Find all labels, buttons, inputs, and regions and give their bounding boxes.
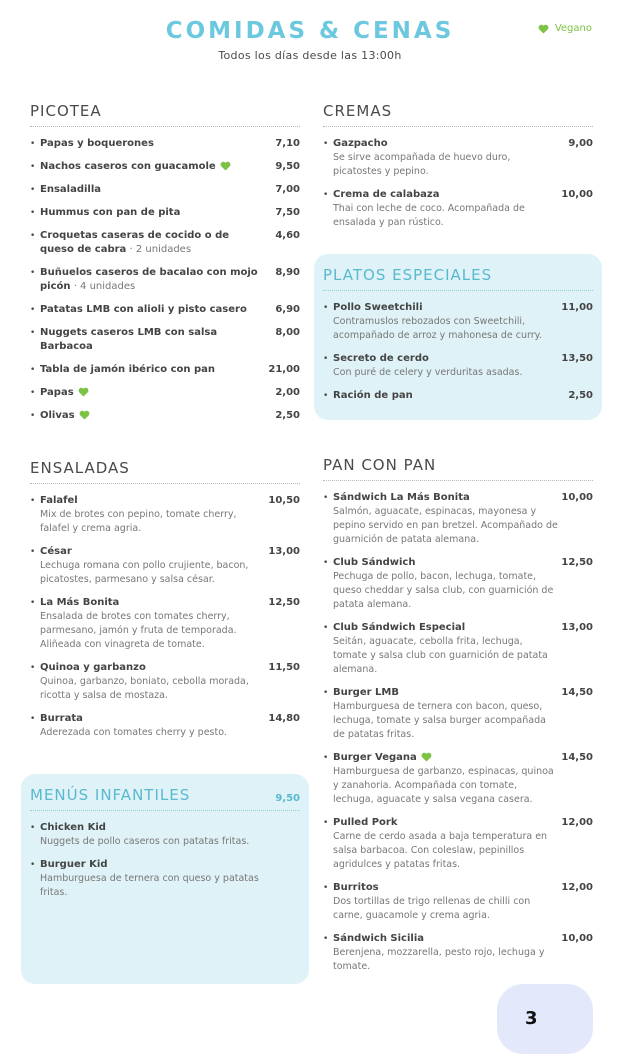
heart-icon [78, 387, 89, 397]
bullet-icon: • [30, 185, 36, 195]
menu-item-name: Pollo Sweetchili [333, 302, 423, 313]
menu-item [323, 301, 593, 343]
section-title: PAN CON PAN [323, 456, 593, 481]
menu-item-name: Hummus con pan de pita [40, 207, 181, 218]
section-title: ENSALADAS [30, 459, 300, 484]
menu-item-text [40, 712, 227, 740]
menu-item-text [40, 545, 265, 587]
menu-item-body [30, 858, 265, 900]
menu-item-name: Pulled Pork [333, 817, 398, 828]
menu-item-qty: · 2 unidades [126, 244, 192, 255]
menu-item [30, 206, 300, 220]
menu-item-text [40, 494, 265, 536]
menu-item-price: 11,00 [561, 302, 593, 313]
menu-item-name: Croquetas caseras de cocido o de queso de cabra [40, 230, 230, 255]
menu-item-text [40, 160, 231, 174]
menu-item-text [40, 409, 90, 423]
menu-item-name: César [40, 546, 72, 557]
bullet-icon: • [323, 190, 329, 200]
bullet-icon: • [30, 162, 36, 172]
menu-item-text [333, 491, 558, 547]
menu-item-body [323, 932, 558, 974]
menu-item-text [333, 621, 558, 677]
menu-item [30, 326, 300, 354]
bullet-icon: • [323, 493, 329, 503]
menu-item-price: 11,50 [268, 662, 300, 673]
menu-item [323, 491, 593, 547]
bullet-icon: • [30, 598, 36, 608]
menu-item-name: Burguer Kid [40, 859, 108, 870]
bullet-icon: • [323, 139, 329, 149]
item-list [30, 821, 300, 900]
menu-item-text [40, 596, 265, 652]
menu-item [30, 409, 300, 423]
menu-item-price: 12,50 [561, 557, 593, 568]
section-pan-con-pan [323, 456, 593, 974]
menu-item-price: 4,60 [275, 230, 300, 241]
menu-item-desc: Salmón, aguacate, espinacas, mayonesa y pepino servido en pan bretzel. Acompañado de guarnición de patata alemana. [333, 506, 558, 545]
menu-item-text [40, 137, 154, 151]
menu-item-name: Papas [40, 387, 74, 398]
menu-item-price: 13,00 [268, 546, 300, 557]
menu-item-name: La Más Bonita [40, 597, 120, 608]
section-title: CREMAS [323, 102, 593, 127]
menu-item-name: Ración de pan [333, 390, 413, 401]
bullet-icon: • [30, 547, 36, 557]
menu-item-desc: Thai con leche de coco. Acompañada de ensalada y pan rústico. [333, 203, 525, 228]
menu-item-body [323, 686, 558, 742]
bullet-icon: • [323, 623, 329, 633]
item-list [323, 491, 593, 974]
menu-item-name: Secreto de cerdo [333, 353, 429, 364]
bullet-icon: • [323, 354, 329, 364]
menu-item-qty: · 4 unidades [70, 281, 136, 292]
menu-item-desc: Nuggets de pollo caseros con patatas fritas. [40, 836, 250, 847]
bullet-icon: • [323, 883, 329, 893]
menu-item-body [30, 494, 265, 536]
menu-item-name: Olivas [40, 410, 75, 421]
menu-item-text [333, 556, 558, 612]
vegan-legend-label: Vegano [554, 23, 592, 34]
menu-item-body [30, 206, 265, 220]
menu-item-body [30, 409, 265, 423]
menu-item-price: 8,00 [275, 327, 300, 338]
item-list [30, 494, 300, 740]
menu-item [323, 556, 593, 612]
menu-item-name: Burrata [40, 713, 83, 724]
menu-item-text [333, 188, 558, 230]
menu-item-desc: Lechuga romana con pollo crujiente, bacon, picatostes, parmesano y salsa césar. [40, 560, 249, 585]
menu-item-text [333, 389, 413, 403]
item-list [323, 137, 593, 230]
menu-item-body [323, 188, 558, 230]
menu-item-price: 21,00 [268, 364, 300, 375]
menu-item-price: 2,50 [568, 390, 593, 401]
section-menus-infantiles [21, 774, 309, 984]
menu-item [323, 389, 593, 403]
menu-item-text [333, 686, 558, 742]
section-picotea [30, 102, 300, 423]
menu-item [30, 363, 300, 377]
menu-item-body [30, 160, 265, 174]
bullet-icon: • [323, 753, 329, 763]
menu-item-text [40, 206, 180, 220]
menu-item [323, 137, 593, 179]
menu-item-body [30, 229, 265, 257]
menu-item-body [30, 303, 265, 317]
menu-item-desc: Pechuga de pollo, bacon, lechuga, tomate, queso cheddar y salsa club, con guarnición de patata alemana. [333, 571, 554, 610]
menu-item-body [30, 386, 265, 400]
menu-item-text [40, 303, 247, 317]
menu-item-body [323, 491, 558, 547]
menu-item-name: Falafel [40, 495, 78, 506]
menu-item-desc: Mix de brotes con pepino, tomate cherry, falafel y crema agria. [40, 509, 237, 534]
menu-item [30, 160, 300, 174]
menu-item-desc: Hamburguesa de garbanzo, espinacas, quinoa y zanahoria. Acompañada con tomate, lechuga, aguacate y salsa vegana casera. [333, 766, 554, 805]
menu-item-body [323, 881, 558, 923]
menu-item-text [333, 137, 558, 179]
menu-item-name: Club Sándwich [333, 557, 416, 568]
menu-item-text [333, 881, 558, 923]
menu-item-text [40, 661, 265, 703]
menu-item-price: 10,00 [561, 933, 593, 944]
menu-item-desc: Hamburguesa de ternera con queso y patatas fritas. [40, 873, 259, 898]
menu-item-name: Burger LMB [333, 687, 399, 698]
menu-item-body [30, 137, 265, 151]
menu-item [323, 816, 593, 872]
menu-item-text [40, 266, 265, 294]
menu-item-name: Nachos caseros con guacamole [40, 161, 216, 172]
menu-item-text [40, 386, 89, 400]
menu-item-desc: Aderezada con tomates cherry y pesto. [40, 727, 227, 738]
menu-item-name: Quinoa y garbanzo [40, 662, 146, 673]
menu-item-price: 9,00 [568, 138, 593, 149]
section-title: PLATOS ESPECIALES [323, 266, 593, 291]
menu-item-name: Tabla de jamón ibérico con pan [40, 364, 216, 375]
menu-item-body [323, 621, 558, 677]
menu-item-body [323, 389, 558, 403]
menu-item-desc: Ensalada de brotes con tomates cherry, parmesano, jamón y fruta de temporada. Aliñeada con vinagreta de tomate. [40, 611, 237, 650]
item-list [323, 301, 593, 403]
menu-item [30, 494, 300, 536]
section-ensaladas [30, 459, 300, 740]
menu-item-text [40, 858, 265, 900]
menu-item-price: 12,50 [268, 597, 300, 608]
bullet-icon: • [30, 208, 36, 218]
menu-item-text [40, 326, 265, 354]
bullet-icon: • [30, 411, 36, 421]
menu-item-price: 7,10 [275, 138, 300, 149]
bullet-icon: • [30, 365, 36, 375]
bullet-icon: • [30, 860, 36, 870]
menu-item-body [30, 183, 265, 197]
menu-item-price: 7,00 [275, 184, 300, 195]
menu-item-name: Burger Vegana [333, 752, 417, 763]
menu-item-name: Buñuelos caseros de bacalao con mojo picón [40, 267, 258, 292]
bullet-icon: • [323, 558, 329, 568]
menu-item-desc: Dos tortillas de trigo rellenas de chilli con carne, guacamole y crema agria. [333, 896, 531, 921]
section-price: 9,50 [275, 793, 300, 804]
menu-item-text [333, 932, 558, 974]
bullet-icon: • [323, 688, 329, 698]
item-list [30, 137, 300, 423]
bullet-icon: • [30, 268, 36, 278]
menu-item [323, 352, 593, 380]
menu-item-price: 12,00 [561, 817, 593, 828]
menu-item-price: 8,90 [275, 267, 300, 278]
heart-icon [79, 410, 90, 420]
menu-item-price: 14,80 [268, 713, 300, 724]
bullet-icon: • [323, 391, 329, 401]
menu-item [30, 386, 300, 400]
menu-item-text [40, 183, 101, 197]
menu-item-name: Sándwich Sicilia [333, 933, 425, 944]
menu-item-name: Patatas LMB con alioli y pisto casero [40, 304, 247, 315]
menu-item-body [323, 816, 558, 872]
menu-item [30, 303, 300, 317]
menu-item-body [30, 266, 265, 294]
menu-item [30, 545, 300, 587]
menu-item [30, 266, 300, 294]
menu-item-name: Papas y boquerones [40, 138, 154, 149]
bullet-icon: • [30, 328, 36, 338]
menu-item [323, 621, 593, 677]
page-subtitle: Todos los días desde las 13:00h [218, 49, 402, 62]
menu-item-price: 12,00 [561, 882, 593, 893]
menu-item-price: 10,00 [561, 189, 593, 200]
menu-item [323, 932, 593, 974]
bullet-icon: • [30, 663, 36, 673]
menu-item-body [30, 363, 265, 377]
page-title: COMIDAS & CENAS [165, 18, 455, 44]
menu-item-name: Nuggets caseros LMB con salsa Barbacoa [40, 327, 218, 352]
menu-item [30, 821, 300, 849]
vegan-legend [538, 23, 592, 34]
menu-item-price: 10,50 [268, 495, 300, 506]
floating-action-button[interactable] [497, 984, 593, 1054]
menu-item-name: Ensaladilla [40, 184, 102, 195]
menu-item-name: Crema de calabaza [333, 189, 440, 200]
menu-item-price: 13,00 [561, 622, 593, 633]
menu-item-price: 10,00 [561, 492, 593, 503]
menu-item-text [333, 301, 558, 343]
right-column [323, 102, 593, 1004]
menu-item-desc: Con puré de celery y verduritas asadas. [333, 367, 523, 378]
bullet-icon: • [323, 303, 329, 313]
menu-item-name: Club Sándwich Especial [333, 622, 466, 633]
bullet-icon: • [30, 139, 36, 149]
section-title: PICOTEA [30, 102, 300, 127]
section-cremas [323, 102, 593, 230]
menu-item-body [323, 556, 558, 612]
menu-item [30, 596, 300, 652]
bullet-icon: • [323, 818, 329, 828]
menu-item [30, 229, 300, 257]
menu-item-name: Burritos [333, 882, 379, 893]
menu-item-name: Gazpacho [333, 138, 388, 149]
bullet-icon: • [30, 388, 36, 398]
menu-item-name: Sándwich La Más Bonita [333, 492, 470, 503]
menu-item-body [323, 301, 558, 343]
menu-item-text [40, 363, 215, 377]
menu-item [323, 188, 593, 230]
menu-item-desc: Carne de cerdo asada a baja temperatura en salsa barbacoa. Con coleslaw, pepinillos agridulces y patatas fritas. [333, 831, 548, 870]
menu-item [30, 858, 300, 900]
menu-item-price: 14,50 [561, 752, 593, 763]
bullet-icon: • [30, 496, 36, 506]
menu-header [0, 18, 620, 62]
menu-item-desc: Se sirve acompañada de huevo duro, picatostes y pepino. [333, 152, 511, 177]
left-column [30, 102, 300, 1014]
menu-item-desc: Hamburguesa de ternera con bacon, queso, lechuga, tomate y salsa burger acompañada de patatas fritas. [333, 701, 546, 740]
bullet-icon: • [30, 823, 36, 833]
bullet-icon: • [30, 714, 36, 724]
menu-item-text [333, 816, 558, 872]
bullet-icon: • [30, 305, 36, 315]
menu-item-name: Chicken Kid [40, 822, 106, 833]
menu-item-body [30, 712, 265, 740]
menu-item [30, 183, 300, 197]
section-platos-especiales [314, 254, 602, 420]
heart-icon [421, 752, 432, 762]
fab-label: 3 [525, 1008, 538, 1029]
menu-item-desc: Quinoa, garbanzo, boniato, cebolla morada, ricotta y salsa de mostaza. [40, 676, 249, 701]
menu-item [30, 712, 300, 740]
menu-item-desc: Contramuslos rebozados con Sweetchili, acompañado de arroz y mahonesa de curry. [333, 316, 542, 341]
menu-item-text [333, 751, 558, 807]
menu-item-text [333, 352, 522, 380]
menu-item-body [30, 545, 265, 587]
menu-item-text [40, 821, 249, 849]
bullet-icon: • [323, 934, 329, 944]
menu-item [30, 137, 300, 151]
menu-item-body [323, 751, 558, 807]
bullet-icon: • [30, 231, 36, 241]
menu-item-body [323, 352, 558, 380]
menu-item-price: 2,00 [275, 387, 300, 398]
menu-item-price: 6,90 [275, 304, 300, 315]
menu-item-body [323, 137, 558, 179]
menu-item-body [30, 596, 265, 652]
menu-item-price: 7,50 [275, 207, 300, 218]
menu-item-text [40, 229, 265, 257]
menu-item [323, 751, 593, 807]
menu-item [30, 661, 300, 703]
menu-item-price: 14,50 [561, 687, 593, 698]
menu-item-price: 9,50 [275, 161, 300, 172]
menu-item-body [30, 326, 265, 354]
menu-item-body [30, 661, 265, 703]
section-title-row [30, 786, 300, 811]
section-title: MENÚS INFANTILES [30, 786, 191, 804]
menu-item [323, 881, 593, 923]
menu-item-desc: Seitán, aguacate, cebolla frita, lechuga, tomate y salsa club con guarnición de patata alemana. [333, 636, 548, 675]
menu-item-price: 13,50 [561, 353, 593, 364]
heart-icon [220, 161, 231, 171]
menu-item-desc: Berenjena, mozzarella, pesto rojo, lechuga y tomate. [333, 947, 545, 972]
menu-item-body [30, 821, 265, 849]
menu-item [323, 686, 593, 742]
menu-item-price: 2,50 [275, 410, 300, 421]
heart-icon [538, 24, 549, 34]
